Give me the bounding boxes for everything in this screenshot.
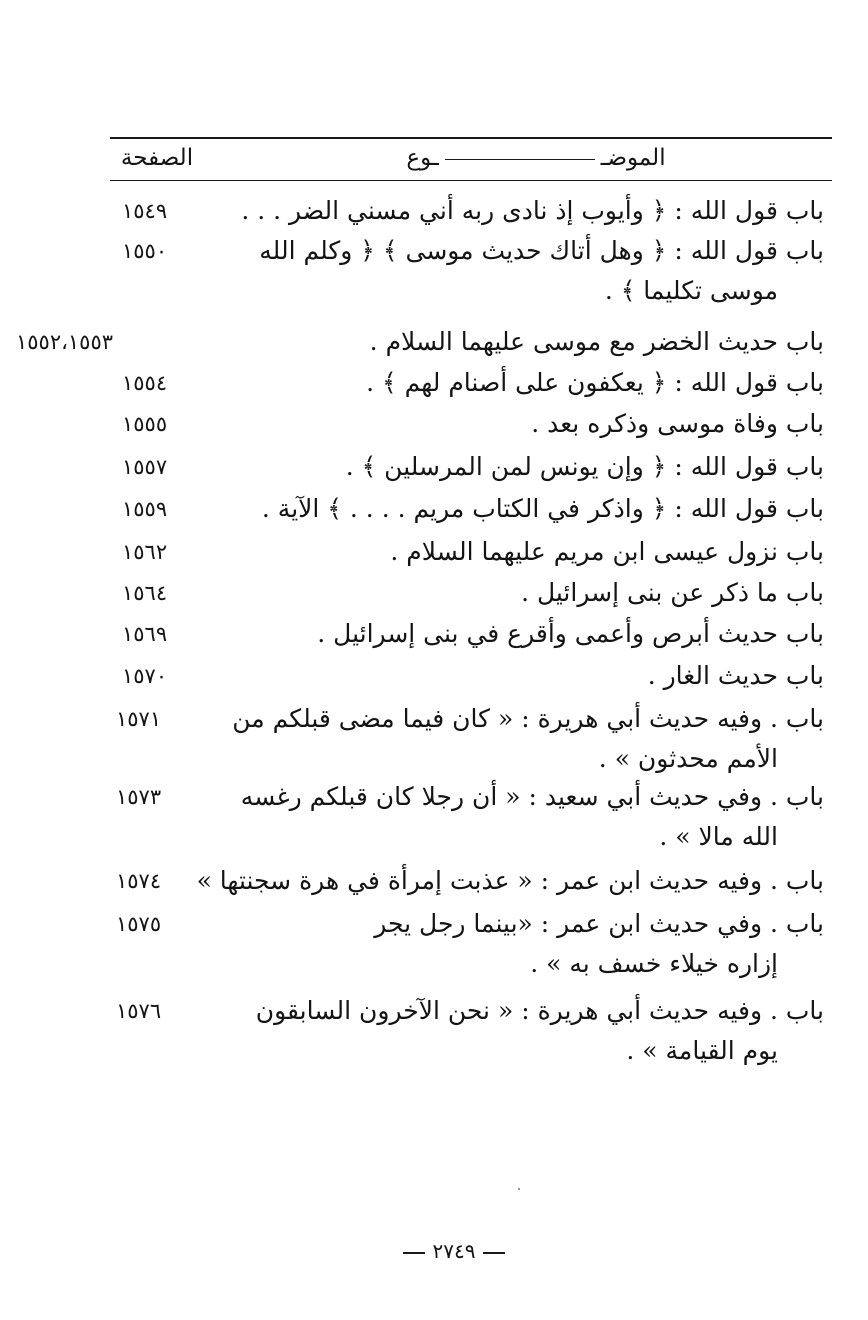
entry-title: باب قول الله : ﴿ وهل أتاك حديث موسى ﴾ ﴿ وكلم الله [259,236,824,265]
footer-dash-left [403,1252,425,1254]
entry-page-number: ١٥٧١ [116,707,162,731]
footer-dash-right [483,1252,505,1254]
entry-page-number: ١٥٥٢،١٥٥٣ [16,330,114,354]
entry-title: باب . وفيه حديث ابن عمر : « عذبت إمرأة في هرة سجنتها » [196,866,824,895]
entry-title-continuation: الله مالا » . [659,822,778,851]
entry-title: باب قول الله : ﴿ يعكفون على أصنام لهم ﴾ . [366,368,824,397]
entry-page-number: ١٥٥٤ [122,371,168,395]
entry-page-number: ١٥٧٣ [116,785,162,809]
entry-page-number: ١٥٥٧ [122,455,168,479]
entry-title: باب ما ذكر عن بنى إسرائيل . [521,578,824,607]
entry-title: باب حديث الغار . [647,661,824,690]
entry-title: باب قول الله : ﴿ واذكر في الكتاب مريم . . . . ﴾ الآية . [261,494,824,523]
entry-title-continuation: الأمم محدثون » . [598,744,778,773]
entry-page-number: ١٥٧٦ [116,999,162,1023]
entry-title: باب وفاة موسى وذكره بعد . [531,409,824,438]
entry-page-number: ١٥٧٥ [116,912,162,936]
entry-title-continuation: يوم القيامة » . [626,1036,778,1065]
page-footer [384,1234,524,1268]
entry-page-number: ١٥٧٠ [122,664,168,688]
entry-title: باب . وفيه حديث أبي هريرة : « كان فيما مضى قبلكم من [232,704,824,733]
entry-page-number: ١٥٥٥ [122,412,168,436]
entry-page-number: ١٥٦٢ [122,540,168,564]
entry-title-continuation: موسى تكليما ﴾ . [604,276,778,305]
entry-title: باب حديث الخضر مع موسى عليهما السلام . [369,327,824,356]
subject-header-end: ـوع [406,145,439,171]
footer-page-number: ٢٧٤٩ [432,1239,476,1263]
entry-page-number: ١٥٤٩ [122,199,168,223]
entry-title-continuation: إزاره خيلاء خسف به » . [530,949,778,978]
page-column-header: الصفحة [120,145,194,171]
entry-title: باب قول الله : ﴿ وإن يونس لمن المرسلين ﴾ . [345,452,824,481]
entry-title: باب . وفيه حديث أبي هريرة : « نحن الآخرون السابقون [255,996,824,1025]
entry-title: باب . وفي حديث ابن عمر : «بينما رجل يجر [374,909,824,938]
entry-page-number: ١٥٦٤ [122,581,168,605]
subject-header-start: الموضـ [600,145,666,171]
entry-title: باب نزول عيسى ابن مريم عليهما السلام . [390,537,824,566]
entry-title: باب . وفي حديث أبي سعيد : « أن رجلا كان قبلكم رغسه [240,782,824,811]
speck-mark [518,1188,520,1190]
entry-page-number: ١٥٥٠ [122,239,168,263]
entry-title: باب حديث أبرص وأعمى وأقرع في بنى إسرائيل . [317,619,824,648]
entry-page-number: ١٥٦٩ [122,622,168,646]
entry-page-number: ١٥٧٤ [116,869,162,893]
entry-title: باب قول الله : ﴿ وأيوب إذ نادى ربه أني مسني الضر . . . [241,196,824,225]
entry-page-number: ١٥٥٩ [122,497,168,521]
